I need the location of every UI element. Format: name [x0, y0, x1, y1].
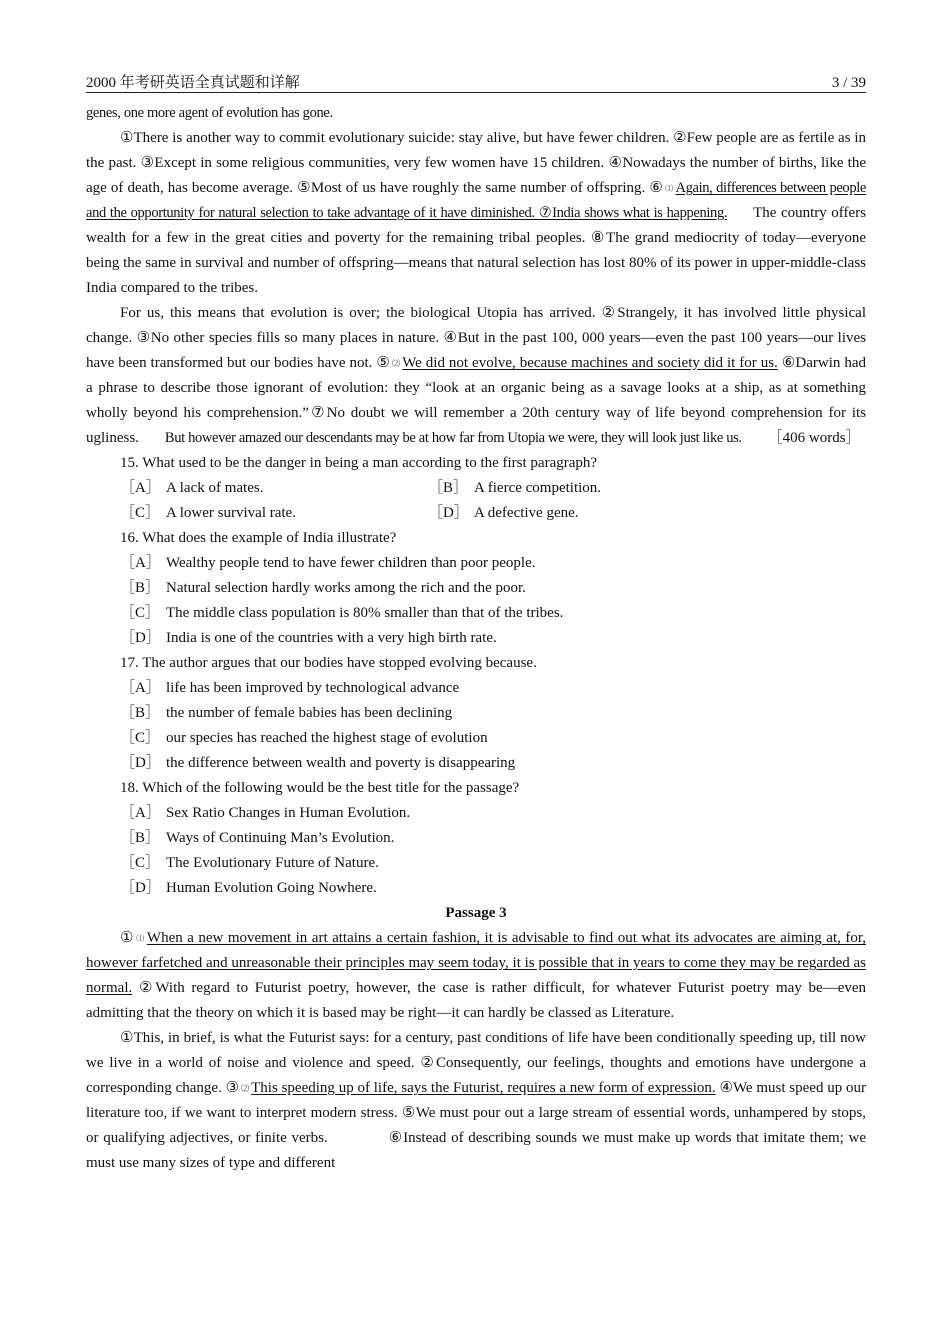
- passage-heading: Passage 3: [445, 905, 507, 922]
- option-text: India is one of the countries with a very high birth rate.: [166, 630, 497, 647]
- option-label: ［B］: [120, 705, 161, 722]
- word-count: ［406 words］: [767, 430, 861, 447]
- option-label: ［D］: [120, 880, 161, 897]
- option-b[interactable]: [86, 701, 866, 726]
- option-text: A fierce competition.: [474, 480, 602, 497]
- question-16: 16. What does the example of India illustrate?: [120, 530, 397, 547]
- option-d[interactable]: [86, 876, 866, 901]
- option-c[interactable]: [86, 601, 866, 626]
- option-text: the difference between wealth and poverty is disappearing: [166, 755, 516, 772]
- question-17: 17. The author argues that our bodies have stopped evolving because.: [120, 655, 537, 672]
- underlined-sentence: Again, differences between people and the opportunity for natural selection to take advantage of it have diminished. ⑦India shows what is happening.: [86, 180, 867, 222]
- underlined-sentence: When a new movement in art attains a certain fashion, it is advisable to find out what its advocates are aiming at, for, however farfetched and unreasonable their principles may seem today, it is possible that in years to come they may be regarded as normal.: [86, 930, 866, 997]
- underlined-sentence: We did not evolve, because machines and society did it for us.: [402, 355, 778, 372]
- paragraph-text: ①This, in brief, is what the Futurist says: for a century, past conditions of life have been conditionally speeding up, till now we live in a world of noise and violence and speed. ②Consequently, our feelings, thoughts and emotions have undergone a corresponding change. ③: [86, 1030, 866, 1097]
- option-b[interactable]: [86, 576, 866, 601]
- passage3-paragraph-2: [86, 1026, 866, 1176]
- option-b[interactable]: [86, 826, 866, 851]
- option-label: ［A］: [120, 805, 161, 822]
- paragraph-text: ⑥Instead of describing sounds we must make up words that imitate them; we must use many sizes of type and different: [86, 1130, 867, 1172]
- option-text: life has been improved by technological advance: [166, 680, 460, 697]
- header-title: 2000 年考研英语全真试题和详解: [86, 75, 300, 91]
- option-c[interactable]: [86, 726, 866, 751]
- option-label: ［A］: [120, 480, 161, 497]
- underlined-sentence: This speeding up of life, says the Futurist, requires a new form of expression.: [251, 1080, 716, 1097]
- option-text: Natural selection hardly works among the rich and the poor.: [166, 580, 526, 597]
- option-c[interactable]: [120, 501, 428, 526]
- option-label: ［A］: [120, 555, 161, 572]
- option-a[interactable]: [86, 551, 866, 576]
- option-label: ［C］: [120, 505, 161, 522]
- paragraph-text: For us, this means that evolution is over; the biological Utopia has arrived. ②Strangely, it has involved little physical change. ③No other species fills so many places in nature. ④But in the past 100, 000 years—even the past 100 years—our lives have been transformed but our bodies have not. ⑤: [86, 305, 866, 372]
- page-header: [86, 76, 866, 93]
- sentence-number: ①: [120, 930, 135, 947]
- paragraph-text: But however amazed our descendants may be at how far from Utopia we were, they will look just like us.: [164, 430, 742, 447]
- option-text: A lower survival rate.: [166, 505, 296, 522]
- note-marker: ⑵: [392, 359, 401, 369]
- option-text: Wealthy people tend to have fewer children than poor people.: [166, 555, 536, 572]
- paragraph-text: ①There is another way to commit evolutionary suicide: stay alive, but have fewer children. ②Few people are as fertile as in the past. ③Except in some religious communities, very few women have 15 children. ④Nowadays the number of births, like the age of death, has become average. ⑤Most of us have roughly the same number of offspring. ⑥: [86, 130, 866, 196]
- option-label: ［D］: [120, 630, 161, 647]
- paragraph-text: The country offers wealth for a few in the great cities and poverty for the remaining tribal peoples. ⑧The grand mediocrity of today—everyone being the same in survival and number of offspring—means that natural selection has lost 80% of its power in upper-middle-class India compared to the tribes.: [86, 205, 866, 297]
- passage3-paragraph-1: [86, 926, 866, 1026]
- page-content: [86, 101, 866, 1176]
- option-text: A lack of mates.: [166, 480, 264, 497]
- option-a[interactable]: [86, 801, 866, 826]
- option-label: ［C］: [120, 855, 161, 872]
- option-text: Ways of Continuing Man’s Evolution.: [166, 830, 395, 847]
- paragraph-text: ②With regard to Futurist poetry, however, the case is rather difficult, for whatever Futurist poetry may be—even admitting that the theory on which it is based may be right—it can hardly be classed as Literature.: [86, 980, 867, 1022]
- option-text: Human Evolution Going Nowhere.: [166, 880, 377, 897]
- option-text: A defective gene.: [474, 505, 579, 522]
- options-row: [86, 476, 866, 501]
- option-label: ［B］: [120, 830, 161, 847]
- option-d[interactable]: [428, 501, 579, 526]
- option-a[interactable]: [120, 476, 428, 501]
- option-d[interactable]: [86, 626, 866, 651]
- option-label: ［D］: [120, 755, 161, 772]
- option-b[interactable]: [428, 476, 601, 501]
- option-label: ［B］: [428, 480, 469, 497]
- option-label: ［A］: [120, 680, 161, 697]
- option-c[interactable]: [86, 851, 866, 876]
- paragraph-continuation: genes, one more agent of evolution has gone.: [86, 105, 333, 121]
- option-d[interactable]: [86, 751, 866, 776]
- option-text: the number of female babies has been declining: [166, 705, 453, 722]
- paragraph-text: ⑥Darwin had a phrase to describe those ignorant of evolution: they “look at an organic being as a savage looks at a ship, as at something wholly beyond his comprehension.”⑦No doubt we will remember a 20th century way of life beyond comprehension for its ugliness.: [86, 355, 867, 447]
- note-marker: ⑵: [241, 1084, 250, 1094]
- option-text: our species has reached the highest stage of evolution: [166, 730, 488, 747]
- option-label: ［B］: [120, 580, 161, 597]
- paragraph-2: [86, 301, 866, 451]
- option-label: ［C］: [120, 605, 161, 622]
- option-text: Sex Ratio Changes in Human Evolution.: [166, 805, 411, 822]
- question-18: 18. Which of the following would be the best title for the passage?: [120, 780, 520, 797]
- page-number: 3 / 39: [831, 75, 866, 91]
- option-a[interactable]: [86, 676, 866, 701]
- option-text: The Evolutionary Future of Nature.: [166, 855, 379, 872]
- note-marker: ⑴: [136, 934, 145, 944]
- options-row: [86, 501, 866, 526]
- paragraph-text: ④We must speed up our literature too, if we want to interpret modern stress. ⑤We must pour out a large stream of essential words, unhampered by stops, or qualifying adjectives, or finite verbs.: [86, 1080, 867, 1147]
- note-marker: ⑴: [665, 184, 674, 194]
- question-15: 15. What used to be the danger in being a man according to the first paragraph?: [120, 455, 598, 472]
- paragraph-1: [86, 126, 866, 301]
- option-label: ［D］: [428, 505, 469, 522]
- option-label: ［C］: [120, 730, 161, 747]
- option-text: The middle class population is 80% smaller than that of the tribes.: [166, 605, 564, 622]
